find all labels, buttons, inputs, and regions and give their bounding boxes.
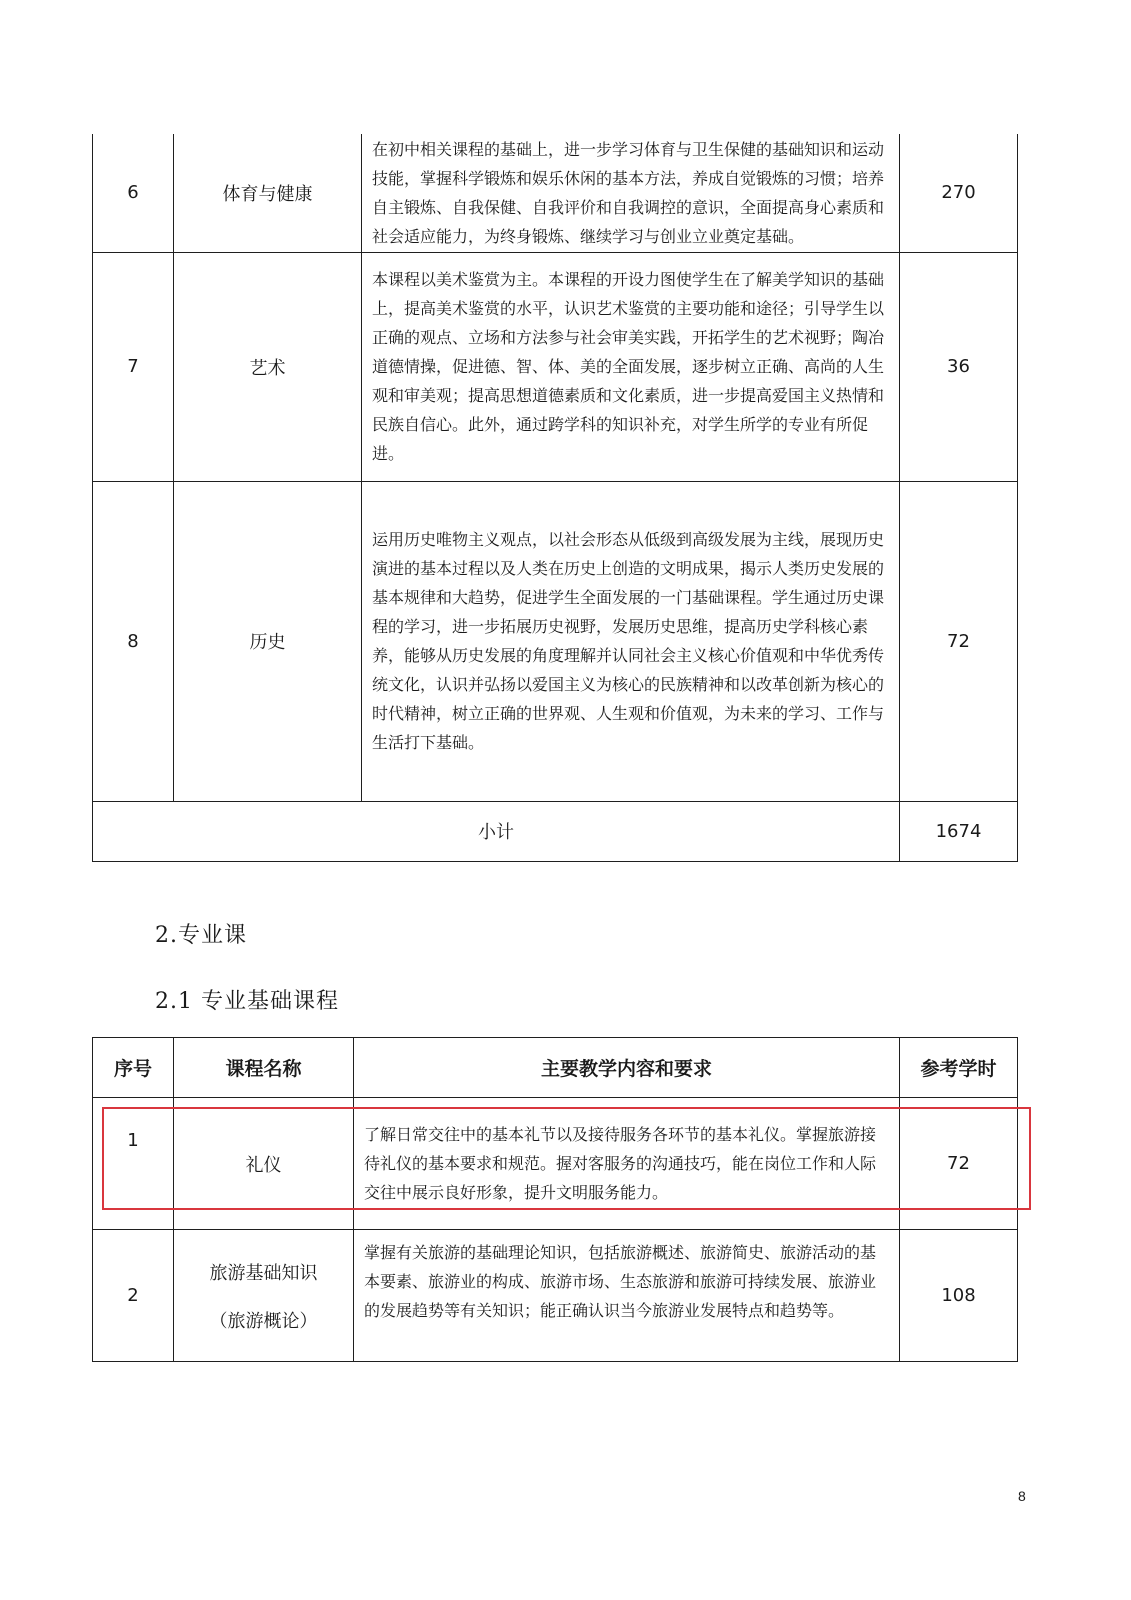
course-name: 旅游基础知识: [209, 1262, 318, 1284]
subsection-heading: 2.1 专业基础课程: [155, 989, 339, 1014]
course-name-sub: （旅游概论）: [209, 1310, 318, 1332]
course-content: 运用历史唯物主义观点，以社会形态从低级到高级发展为主线，展现历史演进的基本过程以及人类在历史上创造的文明成果，揭示人类历史发展的基本规律和大趋势，促进学生全面发展的一门基础课程。学生通过历史课程的学习，进一步拓展历史视野，发展历史思维，提高历史学科核心素养，能够从历史发展的角度理解并认同社会主义核心价值观和中华优秀传统文化，认识并弘扬以爱国主义为核心的民族精神和以改革创新为核心的时代精神，树立正确的世界观、人生观和价值观，为未来的学习、工作与生活打下基础。: [362, 481, 900, 801]
table-row: [93, 1098, 1018, 1230]
course-name: 历史: [174, 481, 362, 801]
section-heading: 2.专业课: [155, 923, 247, 948]
header-content: 主要教学内容和要求: [354, 1038, 900, 1098]
course-hours: 72: [900, 481, 1018, 801]
row-number: 1: [93, 1098, 174, 1230]
page-number: 8: [1018, 1488, 1026, 1504]
course-hours: 72: [900, 1098, 1018, 1230]
course-content: 掌握有关旅游的基础理论知识，包括旅游概述、旅游简史、旅游活动的基本要素、旅游业的构成、旅游市场、生态旅游和旅游可持续发展、旅游业的发展趋势等有关知识；能正确认识当今旅游业发展特点和趋势等。: [354, 1230, 900, 1362]
course-hours: 36: [900, 252, 1018, 481]
course-hours: 108: [900, 1230, 1018, 1362]
table-row: [93, 134, 1018, 252]
course-name: 艺术: [174, 252, 362, 481]
row-number: 7: [93, 252, 174, 481]
course-hours: 270: [900, 134, 1018, 252]
header-hours: 参考学时: [900, 1038, 1018, 1098]
course-content: 在初中相关课程的基础上，进一步学习体育与卫生保健的基础知识和运动技能，掌握科学锻炼和娱乐休闲的基本方法，养成自觉锻炼的习惯；培养自主锻炼、自我保健、自我评价和自我调控的意识，全面提高身心素质和社会适应能力，为终身锻炼、继续学习与创业立业奠定基础。: [362, 134, 900, 252]
table-row: [93, 1230, 1018, 1362]
course-name-cell: [174, 1230, 354, 1362]
course-content: 了解日常交往中的基本礼节以及接待服务各环节的基本礼仪。掌握旅游接待礼仪的基本要求和规范。握对客服务的沟通技巧，能在岗位工作和人际交往中展示良好形象，提升文明服务能力。: [354, 1098, 900, 1230]
table-header-row: [93, 1038, 1018, 1098]
table-row: [93, 481, 1018, 801]
header-course-name: 课程名称: [174, 1038, 354, 1098]
table-row: [93, 252, 1018, 481]
course-name: 体育与健康: [174, 134, 362, 252]
header-number: 序号: [93, 1038, 174, 1098]
row-number: 2: [93, 1230, 174, 1362]
subtotal-row: [93, 801, 1018, 861]
row-number: 6: [93, 134, 174, 252]
course-content: 本课程以美术鉴赏为主。本课程的开设力图使学生在了解美学知识的基础上，提高美术鉴赏的水平，认识艺术鉴赏的主要功能和途径；引导学生以正确的观点、立场和方法参与社会审美实践，开拓学生的艺术视野；陶冶道德情操，促进德、智、体、美的全面发展，逐步树立正确、高尚的人生观和审美观；提高思想道德素质和文化素质，进一步提高爱国主义热情和民族自信心。此外，通过跨学科的知识补充，对学生所学的专业有所促进。: [362, 252, 900, 481]
professional-basic-courses-table: [92, 1037, 1018, 1362]
row-number: 8: [93, 481, 174, 801]
course-name: 礼仪: [174, 1098, 354, 1230]
subtotal-label: 小计: [93, 801, 900, 861]
subtotal-value: 1674: [900, 801, 1018, 861]
general-courses-table: [92, 134, 1018, 862]
